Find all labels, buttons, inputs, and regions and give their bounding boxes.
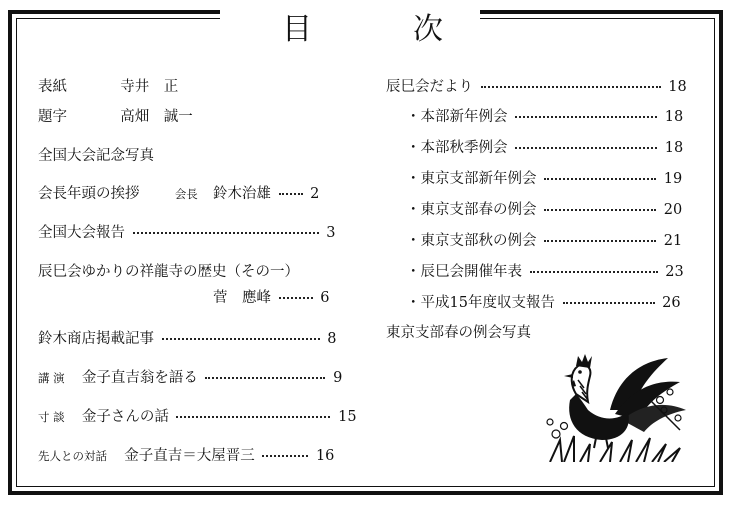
dayori-title: 辰巳会だより xyxy=(386,79,473,95)
leader-dots xyxy=(279,193,303,195)
right-item-title: ・本部新年例会 xyxy=(406,109,508,125)
right-item-title: ・本部秋季例会 xyxy=(406,140,508,156)
greeting-role: 会長 xyxy=(174,187,198,201)
toc-sundan xyxy=(38,409,357,425)
toc-right-item xyxy=(406,202,682,218)
leader-dots xyxy=(544,240,656,242)
toc-history-author xyxy=(213,290,329,306)
lecture-title: 金子直吉翁を語る xyxy=(81,370,198,386)
leader-dots xyxy=(481,86,661,88)
history-title: 辰巳会ゆかりの祥龍寺の歴史（その一） xyxy=(38,264,299,280)
dialogue-page: 16 xyxy=(315,448,335,464)
toc-right-item xyxy=(406,171,682,187)
toc-right-item xyxy=(406,264,684,280)
greeting-title: 会長年頭の挨拶 xyxy=(38,186,140,202)
leader-dots xyxy=(162,338,320,340)
toc-greeting xyxy=(38,186,319,202)
greeting-page: 2 xyxy=(310,186,320,202)
suzuki-page: 8 xyxy=(327,331,337,347)
toc-right-item xyxy=(406,140,683,156)
sundan-prefix: 寸 談 xyxy=(38,410,65,424)
right-item-page: 18 xyxy=(664,140,684,156)
cover-label: 表紙 xyxy=(38,79,67,95)
leader-dots xyxy=(515,147,657,149)
title-char-2: 次 xyxy=(413,12,443,47)
leader-dots xyxy=(262,455,308,457)
dialogue-title: 金子直吉＝大屋晋三 xyxy=(124,448,255,464)
right-item-page: 26 xyxy=(662,295,681,311)
leader-dots xyxy=(530,271,658,273)
right-item-title: ・平成15年度収支報告 xyxy=(406,295,555,311)
toc-right-item xyxy=(406,295,681,311)
toc-right-item xyxy=(406,233,682,249)
leader-dots xyxy=(563,302,655,304)
leader-dots xyxy=(279,297,313,299)
right-item-page: 23 xyxy=(665,264,684,280)
sundan-page: 15 xyxy=(338,409,357,425)
toc-suzuki xyxy=(38,331,336,347)
toc-report xyxy=(38,225,335,241)
leader-dots xyxy=(544,209,656,211)
title-band xyxy=(220,0,480,47)
toc-photo-national: 全国大会記念写真 xyxy=(38,148,154,164)
right-item-page: 18 xyxy=(664,109,684,125)
leader-dots xyxy=(176,416,330,418)
right-item-page: 21 xyxy=(663,233,683,249)
report-page: 3 xyxy=(326,225,336,241)
cover-person: 寺井 正 xyxy=(120,79,179,95)
right-item-page: 19 xyxy=(663,171,683,187)
calligraphy-label: 題字 xyxy=(38,109,67,125)
greeting-author: 鈴木治雄 xyxy=(212,186,271,202)
toc-dayori xyxy=(386,79,687,95)
toc-lecture xyxy=(38,370,342,386)
suzuki-title: 鈴木商店掲載記事 xyxy=(38,331,154,347)
right-item-title: ・東京支部新年例会 xyxy=(406,171,537,187)
lecture-page: 9 xyxy=(333,370,343,386)
history-page: 6 xyxy=(320,290,330,306)
calligraphy-person: 高畑 誠一 xyxy=(120,109,193,125)
leader-dots xyxy=(544,178,656,180)
right-item-page: 20 xyxy=(663,202,683,218)
rooster-illustration xyxy=(540,340,690,462)
toc-cover xyxy=(38,79,178,95)
sundan-title: 金子さんの話 xyxy=(81,409,169,425)
toc-right-item xyxy=(406,109,683,125)
history-author: 菅 應峰 xyxy=(213,290,271,306)
toc-history xyxy=(38,264,299,280)
right-item-title: ・辰巳会開催年表 xyxy=(406,264,522,280)
lecture-prefix: 講 演 xyxy=(38,371,65,385)
report-title: 全国大会報告 xyxy=(38,225,125,241)
right-item-title: ・東京支部春の例会 xyxy=(406,202,537,218)
dayori-page: 18 xyxy=(668,79,687,95)
dialogue-prefix: 先人との対話 xyxy=(38,449,107,463)
leader-dots xyxy=(205,377,325,379)
leader-dots xyxy=(133,232,319,234)
toc-dialogue xyxy=(38,448,334,464)
toc-calligraphy xyxy=(38,109,193,125)
leader-dots xyxy=(515,116,657,118)
right-item-title: ・東京支部秋の例会 xyxy=(406,233,537,249)
title-char-1: 目 xyxy=(282,12,312,47)
toc-photo-tokyo: 東京支部春の例会写真 xyxy=(386,325,531,341)
